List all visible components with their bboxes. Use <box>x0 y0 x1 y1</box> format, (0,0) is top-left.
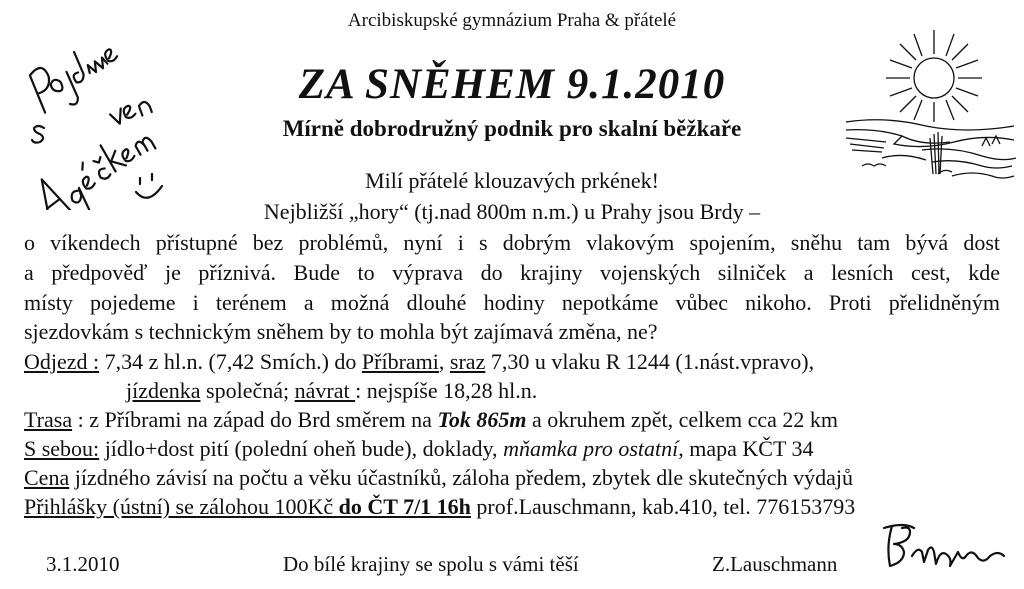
intro-line-3: a předpověď je příznivá. Bude to výprava do krajiny vojenských silniček a lesních cest, kde <box>24 260 1000 285</box>
ticket-line <box>126 378 537 404</box>
footer-closing: Do bílé krajiny se spolu s vámi těší <box>283 552 579 576</box>
price-label: Cena <box>24 465 70 490</box>
departure-place: Příbrami <box>361 349 439 374</box>
price-line <box>24 465 853 491</box>
bring-text: jídlo+dost pití (polední oheň bude), doklady, <box>99 436 504 461</box>
return-label: návrat <box>294 378 356 403</box>
ticket-text: společná; <box>200 378 295 403</box>
route-rest: a okruhem zpět, celkem cca 22 km <box>526 407 839 432</box>
signature <box>876 518 1016 578</box>
bring-label: S sebou: <box>24 436 100 461</box>
intro-line-5: sjezdovkám s technickým sněhem by to mohla být zajímavá změna, ne? <box>24 319 658 344</box>
route-line <box>24 407 838 433</box>
page-title: ZA SNĚHEM 9.1.2010 <box>298 61 726 108</box>
intro-line-4: místy pojedeme i terénem a možná dlouhé hodiny nepotkáme vůbec nikoho. Proti přelidněným <box>24 290 1000 315</box>
route-text: : z Příbrami na západ do Brd směrem na <box>72 407 438 432</box>
bring-rest: , mapa KČT 34 <box>678 436 814 461</box>
meeting-label: sraz <box>449 349 486 374</box>
route-peak: Tok 865m <box>437 407 527 432</box>
signup-deadline: do ČT 7/1 16h <box>338 494 471 519</box>
route-label: Trasa <box>24 407 73 432</box>
signup-label: Přihlášky (ústní) se zálohou 100Kč <box>24 494 339 519</box>
intro-line-2: o víkendech přístupné bez problémů, nyní i s dobrým vlakovým spojením, sněhu tam bývá dost <box>24 230 1000 255</box>
page-subtitle: Mírně dobrodružný podnik pro skalní běžkaře <box>282 116 742 141</box>
signup-rest: prof.Lauschmann, kab.410, tel. 776153793 <box>470 494 856 519</box>
departure-label: Odjezd : <box>24 349 100 374</box>
price-text: jízdného závisí na počtu a věku účastníků, záloha předem, zbytek dle skutečných výdajů <box>69 465 853 490</box>
footer-date: 3.1.2010 <box>46 552 120 576</box>
intro-line-1: Nejbližší „hory“ (tj.nad 800m n.m.) u Prahy jsou Brdy – <box>263 199 761 224</box>
greeting: Milí přátelé klouzavých prkének! <box>365 168 659 193</box>
meeting-separator: , <box>438 349 450 374</box>
ticket-label: jízdenka <box>126 378 201 403</box>
bring-italic: mňamka pro ostatní <box>503 436 679 461</box>
school-name: Arcibiskupské gymnázium Praha & přátelé <box>347 10 677 31</box>
departure-line <box>24 349 814 375</box>
meeting-text: 7,30 u vlaku R 1244 (1.nást.vpravo), <box>485 349 815 374</box>
signup-line <box>24 494 855 520</box>
return-text: : nejspíše 18,28 hl.n. <box>355 378 538 403</box>
footer-author: Z.Lauschmann <box>712 552 838 576</box>
departure-text: 7,34 z hl.n. (7,42 Smích.) do <box>99 349 362 374</box>
bring-line <box>24 436 814 462</box>
